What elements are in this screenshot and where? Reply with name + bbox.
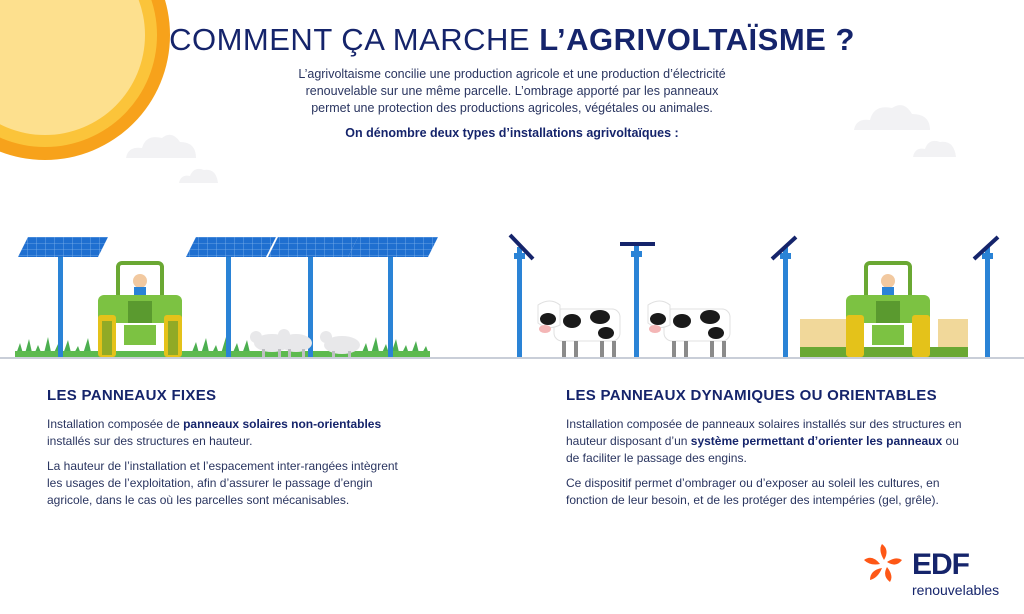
text-emphasis: panneaux solaires non-orientables [183,417,382,431]
section-paragraph: Ce dispositif permet d’ombrager ou d’exposer au soleil les cultures, en fonction de leur besoin, et de les protéger des intempéries (gel, grêle). [566,476,940,507]
dynamic-solar-panel [974,237,998,357]
logo-subtitle: renouvelables [912,582,1000,598]
dynamic-solar-panel [510,235,533,357]
intro-line: renouvelable sur une même parcelle. L’ombrage apporté par les panneaux [305,84,719,98]
cloud-icon [848,98,934,132]
cloud-icon [910,136,960,158]
section-paragraph [47,416,407,450]
tractor-illustration [846,263,930,357]
fixed-solar-panel [18,237,108,357]
section-heading: LES PANNEAUX DYNAMIQUES OU ORIENTABLES [566,387,937,404]
fixed-solar-panel [348,237,438,357]
intro-line: permet une protection des productions agricoles, végétales ou animales. [311,101,713,115]
agrivoltaic-scene [0,225,1024,365]
text-span: Installation composée de panneaux solaires installés sur des structures en hauteur disposant d’un [566,417,962,448]
edf-logo-icon [862,542,910,586]
fixed-panels-section [47,387,407,517]
intro-text [262,66,762,117]
cloud-icon [176,164,222,184]
text-span: ou de faciliter le passage des engins. [566,434,959,465]
tractor-illustration [98,263,182,357]
text-span: installés sur des structures en hauteur. [47,434,253,448]
section-paragraph [566,416,966,467]
dynamic-solar-panel [772,237,796,357]
intro-subtitle: On dénombre deux types d’installations agrivoltaïques : [345,126,679,140]
section-heading: LES PANNEAUX FIXES [47,387,217,404]
text-emphasis: système permettant d’orienter les panneaux [690,434,943,448]
page-title [0,22,1024,58]
title-regular: COMMENT ÇA MARCHE [169,22,531,57]
cloud-icon [120,128,200,160]
dynamic-panels-section [566,387,966,517]
cow-illustration [648,301,730,357]
intro-line: L’agrivoltaisme concilie une production agricole et une production d’électricité [298,67,726,81]
text-span: Installation composée de [47,417,184,431]
ground-line [0,357,1024,359]
dynamic-solar-panel [620,244,655,357]
title-bold: L’AGRIVOLTAÏSME ? [539,22,855,57]
logo-name: EDF [912,548,969,581]
cow-illustration [538,301,620,357]
section-paragraph: La hauteur de l’installation et l’espacement inter-rangées intègrent les usages de l’exploitation, afin d’assurer le passage d’engin agricole, dans le cas où les parcelles sont mécanisables. [47,459,398,507]
grass-field [15,337,430,357]
